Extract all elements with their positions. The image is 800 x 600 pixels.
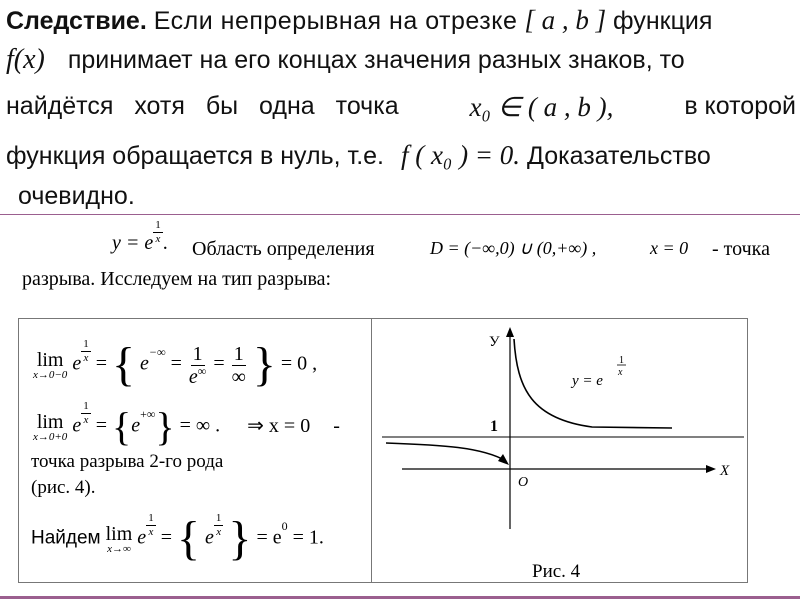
lim2-inner-e: e [131, 414, 141, 437]
find-label: Найдем [31, 527, 101, 549]
exp-num: 1 [155, 219, 161, 231]
dash: - [333, 414, 340, 437]
x0-in-interval: x₀ ∈ ( a , b ), [469, 92, 614, 122]
lim2-e: e [72, 414, 82, 437]
corollary-title: Следствие. [6, 7, 147, 35]
lim2-exp [81, 401, 91, 426]
figure-caption: Рис. 4 [532, 561, 581, 582]
lim3-inner-exp [214, 513, 224, 538]
lim2-result: = ∞ . [179, 414, 221, 437]
lim1-frac1 [187, 344, 208, 387]
lim3 [106, 524, 133, 555]
lim1-frac1-den-exp: ∞ [197, 363, 207, 378]
limit-left: lim x→0−0 e $\frac{1}{x}$ = { e−∞ = $\frac{1}{e^\infty}$ = $\frac{1}{\infty}$ } = 0 , [33, 337, 318, 391]
brace-close-2: } [155, 404, 175, 449]
lim2 [33, 412, 67, 443]
break-text-2: (рис. 4). [31, 477, 96, 498]
brace-open-1: { [111, 338, 136, 391]
bottom-rule [0, 596, 800, 599]
lim1-exp [81, 339, 91, 364]
lim1-word: lim [36, 348, 64, 371]
corollary-line-1 [6, 5, 712, 36]
period: . [162, 232, 168, 255]
corollary-text-5: очевидно. [18, 182, 135, 210]
lim2-exp-num: 1 [83, 399, 89, 412]
corollary-text-4: функция обращается в нуль, т.е. [6, 142, 384, 170]
lim3-e: e [137, 526, 147, 549]
exp-fraction [153, 220, 163, 245]
brace-close-1: } [252, 338, 276, 391]
domain-label: Область определения [192, 238, 375, 260]
lim1-e: e [72, 352, 82, 375]
lim1-frac1-num: 1 [192, 342, 203, 365]
curve-exp-num: 1 [619, 355, 624, 366]
exp-den: x [155, 233, 161, 245]
segment-ab: [ a , b ] [524, 5, 607, 35]
lim2-exp-den: x [83, 413, 89, 426]
lim1-frac2 [230, 344, 248, 387]
lim1-inner-e: e [140, 352, 149, 375]
problem-line-1 [112, 219, 168, 257]
lim1 [33, 350, 67, 381]
lim1-inner-exp: −∞ [148, 344, 166, 359]
curve-left-branch [386, 443, 506, 461]
lim3-final: = 1. [292, 526, 324, 549]
lim1-sub: x→0−0 [33, 368, 68, 381]
lim3-sub: x→∞ [107, 542, 131, 555]
x-axis-label: X [720, 463, 730, 479]
curve-label: y = e [572, 373, 603, 389]
lim1-exp-num: 1 [83, 337, 89, 350]
graph-figure [372, 319, 747, 582]
lim2-sub: x→0+0 [33, 430, 68, 443]
lim3-inner-exp-num: 1 [215, 511, 222, 524]
limits-table [18, 318, 748, 583]
corollary-text-2: принимает на его концах значения разных знаков, то [67, 46, 685, 74]
fx-formula: f(x) [6, 44, 45, 75]
y-axis-label: У [489, 334, 500, 350]
lim3-result: = e [256, 526, 282, 549]
lim1-exp-den: x [83, 351, 89, 364]
x-eq-0: x = 0 [650, 238, 689, 258]
brace-open-2: { [111, 404, 132, 449]
curve-exp-den: x [618, 367, 623, 378]
implies-x0: ⇒ x = 0 [247, 414, 311, 437]
problem-line-2: разрыва. Исследуем на тип разрыва: [22, 268, 332, 290]
y-axis-arrow [506, 327, 514, 337]
corollary-text-1: Если непрерывная на отрезке [153, 7, 518, 35]
brace-open-3: { [176, 512, 201, 565]
corollary-text-4-end: Доказательство [526, 142, 711, 170]
lim3-exp-den: x [148, 525, 154, 538]
corollary-line-3 [6, 92, 796, 123]
limit-right: lim x→0+0 e $\frac{1}{x}$ = {e+∞} = ∞ . ⇒ x = 0 - [33, 399, 340, 449]
domain-formula: D = (−∞,0) ∪ (0,+∞) , [430, 238, 597, 258]
lim1-eq: = [95, 352, 107, 375]
lim3-exp-num: 1 [148, 511, 154, 524]
corollary-line-4 [6, 140, 711, 171]
y-eq-formula: y = e [112, 232, 154, 255]
divider-line [0, 214, 800, 215]
corollary-text-3-end: в которой [684, 92, 796, 120]
corollary-text-1-end: функция [613, 7, 713, 35]
lim2-inner-exp: +∞ [140, 406, 156, 421]
lim2-word: lim [36, 410, 64, 433]
corollary-line-2 [6, 44, 685, 76]
lim3-word: lim [105, 522, 133, 545]
limit-infinity: Найдем lim x→∞ e $\frac{1}{x}$ = { e $\frac{1}{x}$ } = $e^0 = 1$. [31, 511, 324, 565]
break-text-1: точка разрыва 2-го рода [31, 451, 224, 472]
fx0-formula: f ( x₀ ) = 0. [400, 140, 521, 170]
one-label: 1 [490, 418, 498, 435]
dash-point: - точка [712, 238, 770, 260]
x-axis-arrow [706, 465, 716, 473]
lim1-frac1-den: e [188, 365, 198, 388]
lim1-frac2-num: 1 [233, 342, 244, 365]
lim3-inner-exp-den: x [216, 525, 222, 538]
brace-close-3: } [228, 512, 252, 565]
origin-label: O [518, 475, 529, 490]
lim1-result: = 0 , [280, 352, 318, 375]
lim3-exp [146, 513, 156, 538]
lim3-result-exp: 0 [281, 518, 288, 533]
curve-left-arrow [498, 454, 509, 465]
corollary-text-3: найдётся хотя бы одна точка [6, 92, 399, 120]
corollary-line-5 [18, 182, 135, 211]
lim1-frac2-den: ∞ [231, 365, 246, 388]
lim3-inner-e: e [205, 526, 214, 549]
